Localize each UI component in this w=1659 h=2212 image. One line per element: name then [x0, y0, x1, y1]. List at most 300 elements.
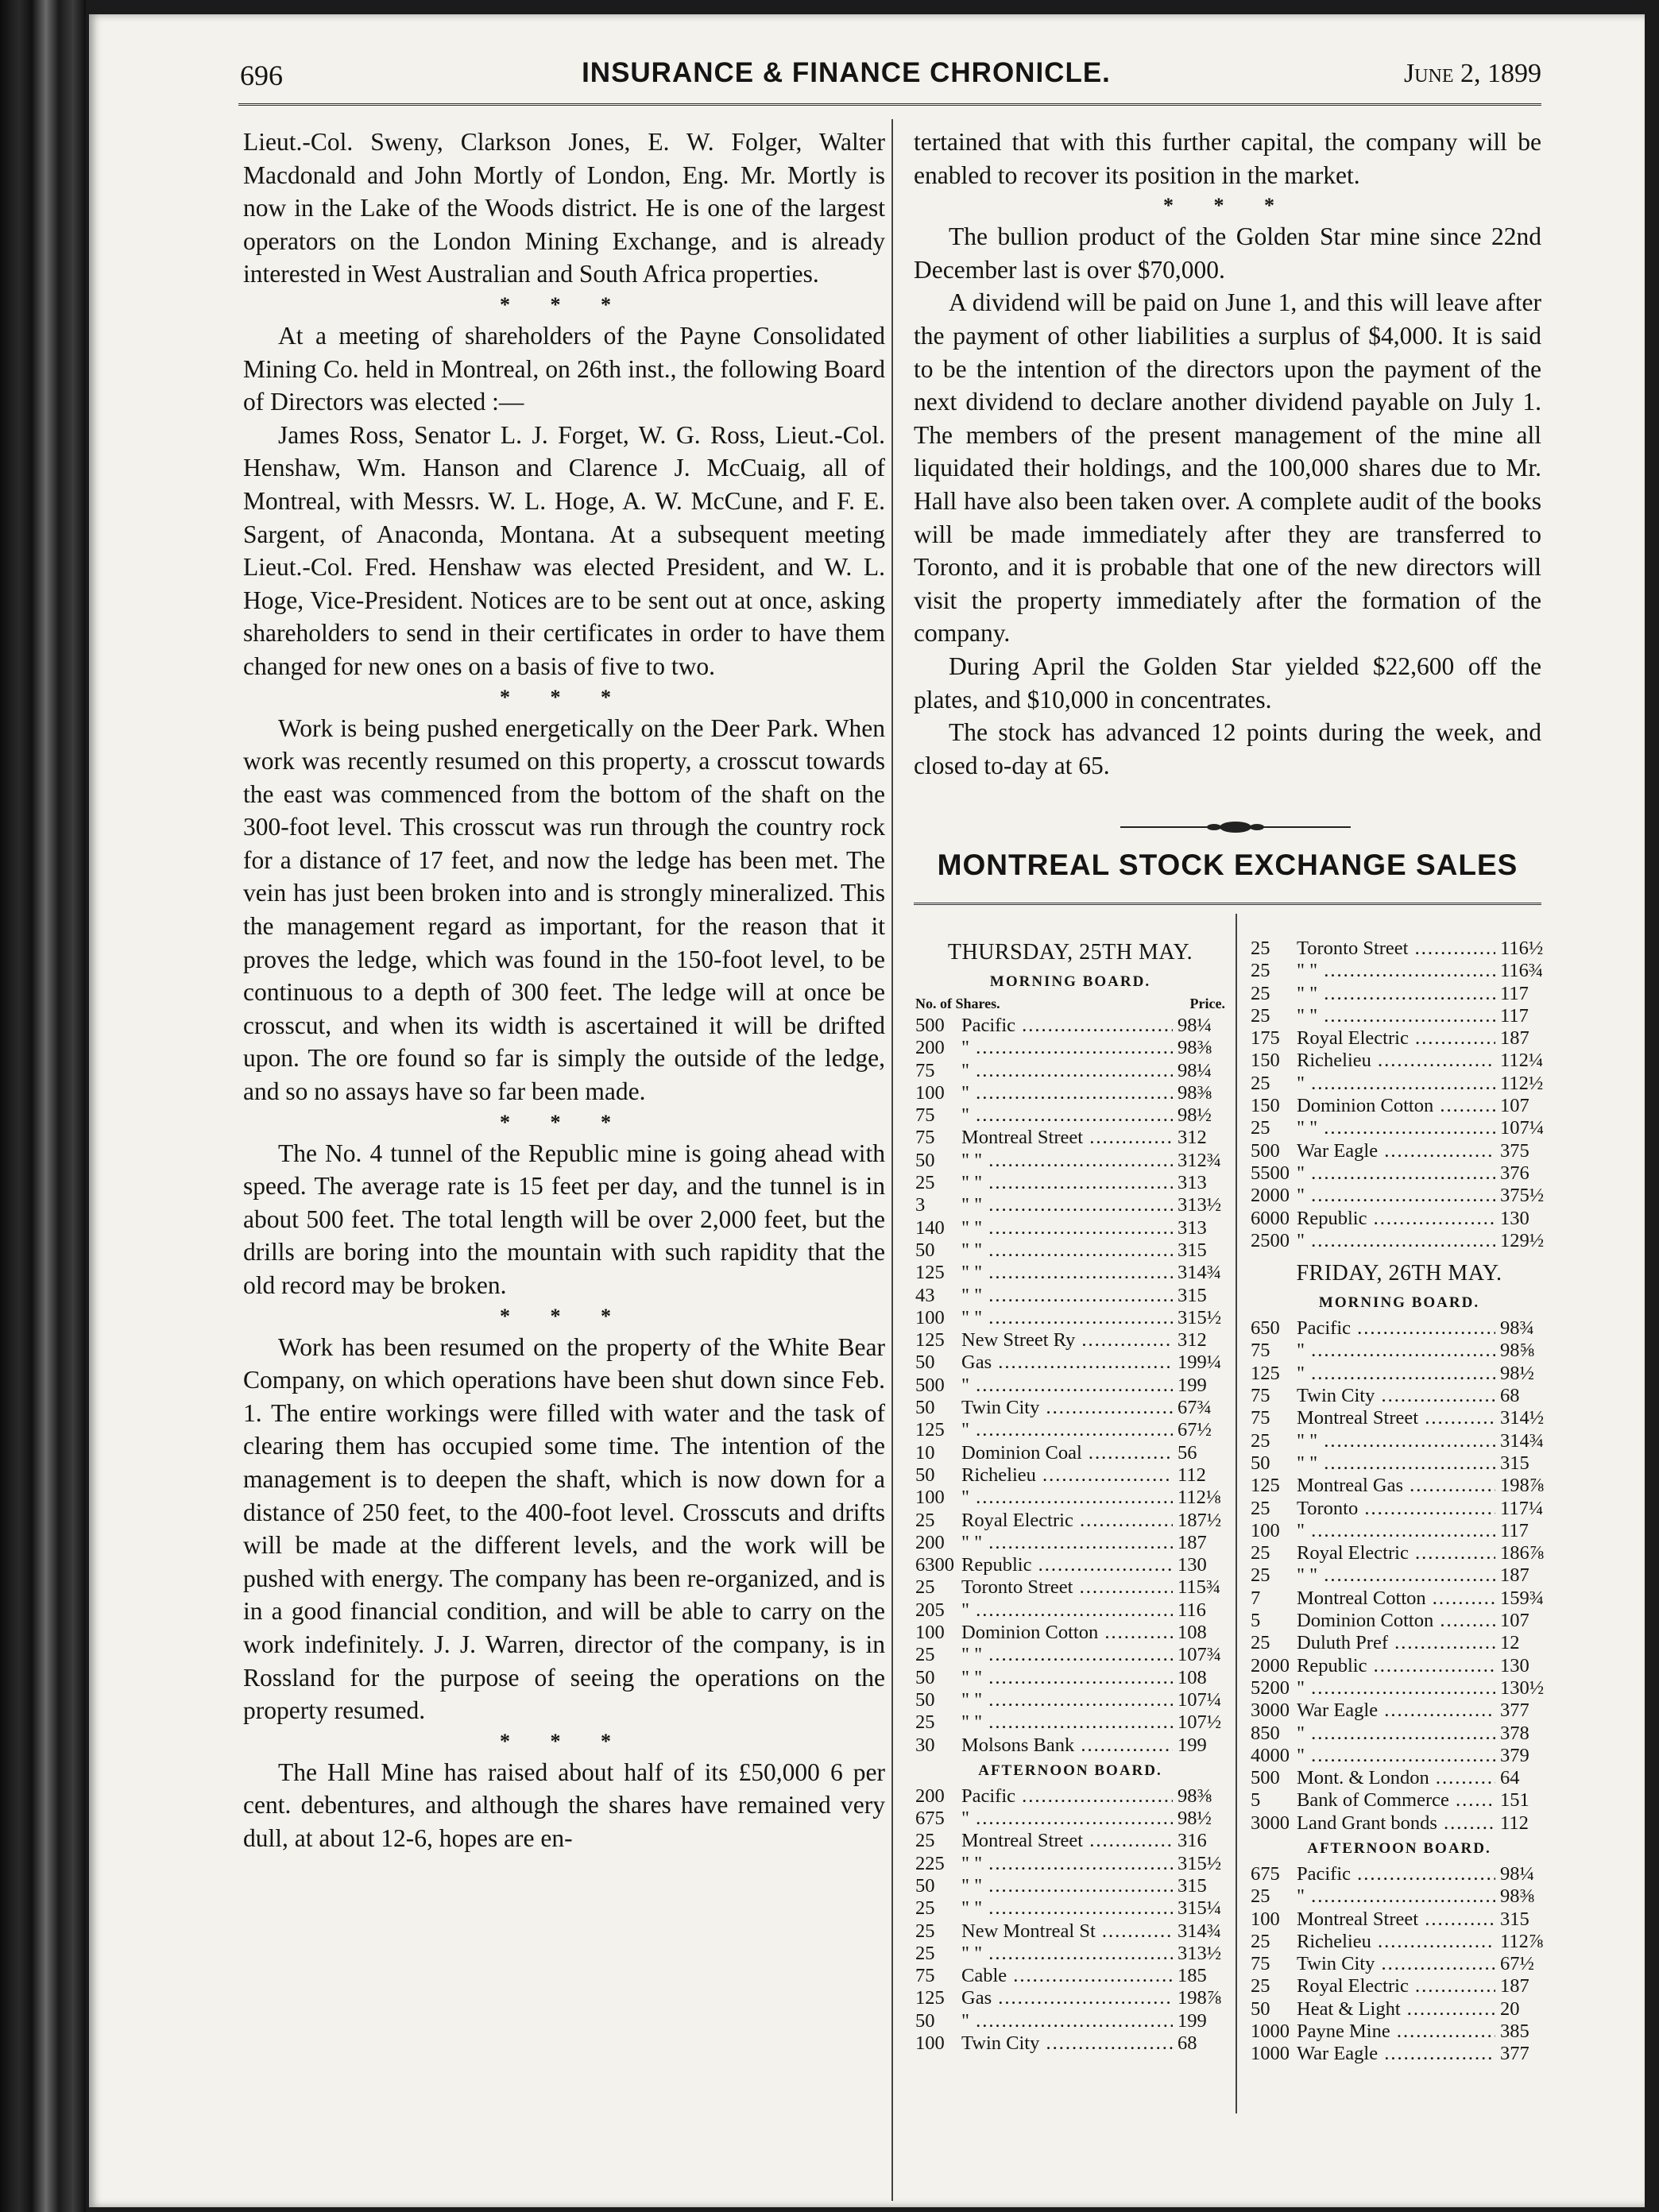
shares-count: 850	[1251, 1722, 1280, 1744]
sale-price: 315½	[1173, 1307, 1225, 1329]
sale-price: 315	[1495, 1908, 1548, 1931]
exchange-rule	[914, 903, 1541, 905]
company-name: " " .....	[961, 1897, 1173, 1920]
shares-count: 50	[915, 1397, 935, 1419]
sale-price: 116	[1173, 1599, 1225, 1622]
sale-row	[1251, 1723, 1548, 1745]
company-name: Gas .....	[961, 1352, 1173, 1374]
sale-price: 199	[1173, 1734, 1225, 1757]
sale-price: 115¾	[1173, 1576, 1225, 1599]
section-separator: * * *	[500, 292, 628, 316]
shares-count: 5500	[1251, 1162, 1290, 1184]
sale-price: 116¾	[1495, 960, 1548, 982]
sale-row	[1251, 1677, 1548, 1700]
sale-price: 20	[1495, 1998, 1548, 2021]
company-name: " " .....	[961, 1689, 1173, 1711]
sale-row	[1251, 1931, 1548, 1953]
company-name: Dominion Cotton .....	[961, 1622, 1173, 1644]
sale-price: 315	[1173, 1875, 1225, 1897]
sale-row	[915, 1785, 1225, 1808]
shares-count: 500	[1251, 1767, 1280, 1789]
company-name: War Eagle .....	[1297, 2043, 1495, 2065]
sale-price: 112½	[1495, 1073, 1548, 1095]
sale-price: 98⅝	[1495, 1340, 1548, 1362]
page-number: 696	[240, 60, 283, 91]
sale-price: 117¼	[1495, 1498, 1548, 1520]
sale-row	[1251, 1027, 1548, 1050]
sale-row	[915, 1307, 1225, 1329]
sale-row	[915, 1217, 1225, 1239]
shares-count: 225	[915, 1852, 945, 1874]
article-paragraph: During April the Golden Star yielded $22,600 off the plates, and $10,000 in concentrates.	[914, 652, 1541, 713]
sale-price: 56	[1173, 1442, 1225, 1464]
sale-price: 151	[1495, 1789, 1548, 1812]
shares-count: 50	[1251, 1452, 1270, 1474]
shares-count: 125	[1251, 1475, 1280, 1497]
company-name: " " .....	[1297, 960, 1495, 982]
sale-row	[915, 1239, 1225, 1262]
sale-row	[915, 1920, 1225, 1943]
sale-price: 107¼	[1495, 1117, 1548, 1139]
sale-row	[1251, 1005, 1548, 1027]
company-name: " " .....	[961, 1711, 1173, 1734]
shares-count: 10	[915, 1441, 935, 1464]
right-column	[914, 126, 1541, 782]
company-name: Dominion Cotton .....	[1297, 1610, 1495, 1632]
shares-count: 50	[915, 1688, 935, 1711]
book-binding	[0, 0, 86, 2212]
company-name: Richelieu .....	[961, 1464, 1173, 1487]
company-name: Royal Electric .....	[961, 1510, 1173, 1532]
company-name: New Street Ry .....	[961, 1329, 1173, 1352]
company-name: Bank of Commerce .....	[1297, 1789, 1495, 1812]
article-paragraph: tertained that with this further capital, the company will be enabled to recover its position in the market.	[914, 128, 1541, 189]
shares-count: 200	[915, 1037, 945, 1059]
company-name: Royal Electric .....	[1297, 1975, 1495, 1997]
shares-count: 25	[1251, 1429, 1270, 1452]
shares-count: 150	[1251, 1095, 1280, 1117]
company-name: " " .....	[961, 1532, 1173, 1554]
sale-price: 117	[1495, 1520, 1548, 1542]
sale-row	[915, 1554, 1225, 1576]
shares-count: 25	[1251, 938, 1270, 959]
company-name: Pacific .....	[1297, 1317, 1495, 1340]
sale-price: 130	[1173, 1554, 1225, 1576]
company-name: Republic .....	[1297, 1208, 1495, 1230]
sale-row	[915, 1987, 1225, 2009]
sale-row	[1251, 1073, 1548, 1095]
company-name: " " .....	[1297, 1564, 1495, 1587]
thursday-afternoon-label: AFTERNOON BOARD.	[978, 1761, 1162, 1779]
sale-price: 130	[1495, 1208, 1548, 1230]
sale-row	[915, 1576, 1225, 1599]
sale-row	[1251, 1863, 1548, 1885]
sale-row	[915, 1375, 1225, 1397]
shares-count: 100	[1251, 1519, 1280, 1541]
company-name: " .....	[961, 1487, 1173, 1509]
company-name: Montreal Street .....	[1297, 1407, 1495, 1429]
sale-price: 313	[1173, 1172, 1225, 1194]
company-name: Dominion Cotton .....	[1297, 1095, 1495, 1117]
sale-price: 198⅞	[1495, 1475, 1548, 1497]
sale-price: 98⅜	[1495, 1885, 1548, 1908]
sale-price: 98⅜	[1173, 1082, 1225, 1104]
shares-count: 125	[1251, 1362, 1280, 1384]
company-name: " " .....	[1297, 1005, 1495, 1027]
sale-row	[1251, 2043, 1548, 2065]
sale-price: 385	[1495, 2021, 1548, 2043]
sale-price: 312	[1173, 1329, 1225, 1352]
sale-row	[915, 1510, 1225, 1532]
sale-row	[1251, 1185, 1548, 1207]
shares-count: 200	[915, 1531, 945, 1553]
sale-price: 130	[1495, 1655, 1548, 1677]
sale-row	[915, 1965, 1225, 1987]
sale-price: 315	[1173, 1285, 1225, 1307]
sale-price: 107¾	[1173, 1644, 1225, 1666]
company-name: " " .....	[961, 1239, 1173, 1262]
shares-count: 50	[915, 1239, 935, 1261]
company-name: " " .....	[961, 1285, 1173, 1307]
sale-price: 375½	[1495, 1185, 1548, 1207]
exchange-title: MONTREAL STOCK EXCHANGE SALES	[937, 849, 1518, 881]
section-separator: * * *	[500, 685, 628, 709]
left-column	[243, 126, 885, 1855]
company-name: " .....	[1297, 1073, 1495, 1095]
company-name: Twin City .....	[1297, 1385, 1495, 1407]
sale-price: 112⅞	[1495, 1931, 1548, 1953]
shares-count: 50	[915, 2009, 935, 2032]
sale-row	[1251, 1050, 1548, 1072]
sale-price: 117	[1495, 1005, 1548, 1027]
company-name: " " .....	[961, 1172, 1173, 1194]
article-paragraph: James Ross, Senator L. J. Forget, W. G. Ross, Lieut.-Col. Henshaw, Wm. Hanson and Clarence J. McCuaig, all of Montreal, with Messrs. W. L. Hoge, A. W. McCune, and F. E. Sargent, of Anaconda, Montana. At a subsequent meeting Lieut.-Col. Fred. Henshaw was elected President, and W. L. Hoge, Vice-President. Notices are to be sent out at once, asking shareholders to send in their certificates in order to have them changed for new ones on a basis of five to two.	[243, 420, 885, 680]
sale-row	[915, 1689, 1225, 1711]
page-header	[151, 54, 1541, 97]
shares-count: 100	[1251, 1908, 1280, 1930]
company-name: Duluth Pref .....	[1297, 1632, 1495, 1654]
sale-price: 315	[1495, 1452, 1548, 1475]
shares-count: 75	[915, 1104, 935, 1127]
sale-row	[915, 1262, 1225, 1284]
company-name: Gas .....	[961, 1987, 1173, 2009]
article-paragraph: The Hall Mine has raised about half of its £50,000 6 per cent. debentures, and although the shares have remained very dull, at about 12-6, hopes are en-	[243, 1758, 885, 1852]
company-name: " " .....	[961, 1644, 1173, 1666]
shares-count: 75	[915, 1127, 935, 1149]
sale-row	[1251, 1407, 1548, 1429]
company-name: " .....	[961, 1037, 1173, 1059]
shares-count: 25	[915, 1644, 935, 1666]
sale-price: 187	[1495, 1027, 1548, 1050]
sale-price: 129½	[1495, 1230, 1548, 1252]
sale-row	[1251, 1475, 1548, 1497]
sale-price: 64	[1495, 1767, 1548, 1789]
sale-row	[1251, 1789, 1548, 1812]
sale-price: 159¾	[1495, 1587, 1548, 1610]
company-name: " .....	[1297, 1340, 1495, 1362]
sale-price: 98⅜	[1173, 1785, 1225, 1808]
sale-price: 199	[1173, 1375, 1225, 1397]
sale-row	[915, 1194, 1225, 1216]
sale-price: 379	[1495, 1745, 1548, 1767]
sale-row	[1251, 1520, 1548, 1542]
company-name: Twin City .....	[961, 1397, 1173, 1419]
sale-row	[915, 1037, 1225, 1059]
sale-row	[1251, 1632, 1548, 1654]
sale-row	[915, 1082, 1225, 1104]
sale-price: 67¾	[1173, 1397, 1225, 1419]
sale-row	[915, 1711, 1225, 1734]
sale-price: 108	[1173, 1667, 1225, 1689]
sale-row	[915, 1329, 1225, 1352]
thursday-morning-label: MORNING BOARD.	[989, 973, 1151, 990]
company-name: Mont. & London .....	[1297, 1767, 1495, 1789]
shares-count: 100	[915, 1487, 945, 1509]
shares-count: 100	[915, 1306, 945, 1328]
shares-count: 25	[915, 1172, 935, 1194]
sale-row	[1251, 1208, 1548, 1230]
company-name: Toronto Street .....	[1297, 938, 1495, 960]
sale-row	[1251, 1812, 1548, 1835]
company-name: Republic .....	[1297, 1655, 1495, 1677]
sale-price: 314½	[1495, 1407, 1548, 1429]
company-name: Pacific .....	[1297, 1863, 1495, 1885]
sale-row	[915, 1808, 1225, 1830]
sale-row	[915, 1285, 1225, 1307]
company-name: " .....	[961, 2010, 1173, 2032]
sale-row	[1251, 1885, 1548, 1908]
thursday-afternoon-sales	[915, 1785, 1225, 2055]
company-name: " .....	[961, 1375, 1173, 1397]
sale-price: 12	[1495, 1632, 1548, 1654]
sale-price: 67½	[1495, 1953, 1548, 1975]
shares-count: 650	[1251, 1317, 1280, 1340]
shares-count: 125	[915, 1329, 945, 1352]
company-name: Republic .....	[961, 1554, 1173, 1576]
sale-row	[915, 1464, 1225, 1487]
sale-row	[1251, 1908, 1548, 1931]
shares-count: 4000	[1251, 1744, 1290, 1766]
shares-count: 5	[1251, 1789, 1261, 1812]
company-name: Montreal Street .....	[1297, 1908, 1495, 1931]
shares-count: 50	[915, 1464, 935, 1486]
shares-count: 75	[915, 1965, 935, 1987]
friday-afternoon-sales	[1251, 1863, 1548, 2066]
sale-price: 314¾	[1173, 1920, 1225, 1943]
sale-price: 376	[1495, 1162, 1548, 1185]
company-name: Twin City .....	[1297, 1953, 1495, 1975]
sale-price: 186⅞	[1495, 1542, 1548, 1564]
shares-count: 75	[1251, 1953, 1270, 1975]
shares-count: 25	[915, 1830, 935, 1852]
sale-price: 313½	[1173, 1194, 1225, 1216]
sale-row	[1251, 1998, 1548, 2021]
sale-price: 185	[1173, 1965, 1225, 1987]
shares-count: 25	[915, 1897, 935, 1920]
sale-row	[915, 1419, 1225, 1441]
company-name: Twin City .....	[961, 2032, 1173, 2055]
sale-price: 98¼	[1495, 1863, 1548, 1885]
sale-row	[1251, 938, 1548, 960]
sale-row	[915, 1060, 1225, 1082]
sale-price: 315¼	[1173, 1897, 1225, 1920]
shares-count: 25	[1251, 1632, 1270, 1654]
company-name: " " .....	[961, 1194, 1173, 1216]
sale-price: 98⅜	[1173, 1037, 1225, 1059]
shares-count: 25	[1251, 960, 1270, 982]
shares-count: 6000	[1251, 1207, 1290, 1229]
sale-price: 112	[1495, 1812, 1548, 1835]
sale-row	[1251, 1140, 1548, 1162]
article-paragraph: A dividend will be paid on June 1, and this will leave after the payment of other liabilities a surplus of $4,000. It is said to be the intention of the directors upon the payment of the next dividend to declare another dividend payable on July 1. The members of the present management of the mine all liquidated their holdings, and the 100,000 shares due to Mr. Hall have also been taken over. A complete audit of the books will be made immediately after they are transferred to Toronto, and it is probable that one of the new directors will visit the property immediately after the formation of the company.	[914, 288, 1541, 648]
article-paragraph: The stock has advanced 12 points during the week, and closed to-day at 65.	[914, 718, 1541, 779]
sale-price: 312¾	[1173, 1150, 1225, 1172]
sale-price: 117	[1495, 983, 1548, 1005]
sale-row	[1251, 983, 1548, 1005]
sale-price: 314¾	[1173, 1262, 1225, 1284]
issue-date: June 2, 1899	[1403, 59, 1541, 88]
company-name: Montreal Street .....	[961, 1830, 1173, 1852]
shares-count: 25	[1251, 1542, 1270, 1564]
shares-count: 75	[1251, 1407, 1270, 1429]
sale-row	[915, 1830, 1225, 1852]
shares-count: 25	[1251, 1930, 1270, 1952]
shares-count: 25	[1251, 1975, 1270, 1997]
shares-count: 30	[915, 1734, 935, 1756]
sale-price: 68	[1495, 1385, 1548, 1407]
shares-count: 25	[915, 1711, 935, 1734]
sale-price: 107½	[1173, 1711, 1225, 1734]
sale-price: 107	[1495, 1610, 1548, 1632]
sale-row	[915, 1172, 1225, 1194]
sale-row	[915, 1667, 1225, 1689]
sale-price: 68	[1173, 2032, 1225, 2055]
shares-count: 1000	[1251, 2021, 1290, 2043]
sale-row	[1251, 1953, 1548, 1975]
sale-price: 187½	[1173, 1510, 1225, 1532]
article-paragraph: Lieut.-Col. Sweny, Clarkson Jones, E. W. Folger, Walter Macdonald and John Mortly of London, Eng. Mr. Mortly is now in the Lake of the Woods district. He is one of the largest operators on the London Mining Exchange, and is already interested in West Australian and South Africa properties.	[243, 128, 885, 288]
sale-price: 112⅛	[1173, 1487, 1225, 1509]
sale-row	[1251, 1452, 1548, 1475]
shares-count: 25	[1251, 1885, 1270, 1908]
shares-count: 25	[1251, 1072, 1270, 1094]
sale-price: 312	[1173, 1127, 1225, 1149]
sale-price: 316	[1173, 1830, 1225, 1852]
company-name: " " .....	[961, 1667, 1173, 1689]
company-name: " " .....	[961, 1150, 1173, 1172]
company-name: " " .....	[1297, 1117, 1495, 1139]
shares-count: 675	[915, 1808, 945, 1830]
company-name: " " .....	[1297, 983, 1495, 1005]
shares-count: 205	[915, 1599, 945, 1621]
sale-row	[1251, 1340, 1548, 1362]
shares-count: 50	[915, 1149, 935, 1171]
sale-row	[915, 1875, 1225, 1897]
shares-count: 7	[1251, 1587, 1261, 1609]
shares-count: 100	[915, 2032, 945, 2055]
company-name: " " .....	[961, 1307, 1173, 1329]
company-name: Heat & Light .....	[1297, 1998, 1495, 2021]
sale-row	[1251, 1095, 1548, 1117]
company-name: " " .....	[1297, 1430, 1495, 1452]
shares-count: 2000	[1251, 1185, 1290, 1207]
company-name: " .....	[1297, 1363, 1495, 1385]
shares-count: 75	[915, 1059, 935, 1081]
sale-price: 112	[1173, 1464, 1225, 1487]
company-name: Montreal Gas .....	[1297, 1475, 1495, 1497]
article-paragraph: The No. 4 tunnel of the Republic mine is going ahead with speed. The average rate is 15 feet per day, and the tunnel is in about 500 feet. The total length will be over 2,000 feet, but the drills are boring into the mountain with such rapidity that the old record may be broken.	[243, 1139, 885, 1299]
sale-price: 375	[1495, 1140, 1548, 1162]
shares-count: 50	[1251, 1997, 1270, 2020]
sale-price: 187	[1173, 1532, 1225, 1554]
sale-row	[1251, 1655, 1548, 1677]
sale-row	[915, 2032, 1225, 2055]
sale-row	[1251, 1700, 1548, 1722]
sale-row	[1251, 1230, 1548, 1252]
sale-row	[1251, 1498, 1548, 1520]
company-name: " .....	[1297, 1723, 1495, 1745]
sale-row	[1251, 1317, 1548, 1340]
shares-count: 50	[915, 1874, 935, 1897]
shares-count: 25	[1251, 1117, 1270, 1139]
section-separator: * * *	[500, 1304, 628, 1328]
sale-row	[1251, 1587, 1548, 1610]
sale-row	[915, 1397, 1225, 1419]
column-headers	[915, 996, 1225, 1011]
company-name: Richelieu .....	[1297, 1050, 1495, 1072]
sale-price: 198⅞	[1173, 1987, 1225, 2009]
sale-row	[1251, 1162, 1548, 1185]
company-name: War Eagle .....	[1297, 1140, 1495, 1162]
shares-count: 2000	[1251, 1654, 1290, 1676]
thursday-heading: THURSDAY, 25TH MAY.	[947, 940, 1193, 965]
company-name: " " .....	[961, 1853, 1173, 1875]
sale-price: 377	[1495, 1700, 1548, 1722]
sale-price: 199¼	[1173, 1352, 1225, 1374]
sale-price: 130½	[1495, 1677, 1548, 1700]
company-name: " " .....	[961, 1875, 1173, 1897]
shares-count: 25	[915, 1509, 935, 1531]
sale-row	[1251, 1363, 1548, 1385]
exchange-column-right	[1251, 938, 1548, 2066]
shares-count: 25	[1251, 1497, 1270, 1519]
sale-price: 116½	[1495, 938, 1548, 960]
sale-row	[1251, 1385, 1548, 1407]
sale-price: 199	[1173, 2010, 1225, 2032]
section-separator: * * *	[1163, 194, 1292, 218]
company-name: " .....	[961, 1419, 1173, 1441]
company-name: Montreal Cotton .....	[1297, 1587, 1495, 1610]
section-separator: * * *	[500, 1729, 628, 1753]
article-paragraph: Work has been resumed on the property of the White Bear Company, on which operations have been shut down since Feb. 1. The entire workings were filled with water and the task of clearing them has occupied some time. The intention of the management is to deepen the shaft, which is now down for a distance of 250 feet, to the 400-foot level. Crosscuts and drifts will be made at the different levels, and the work will be pushed with energy. The company has been re-organized, and is in a good financial condition, and will be able to carry on the work indefinitely. J. J. Warren, director of the company, is in Rossland for the purpose of seeing the operations on the property resumed.	[243, 1332, 885, 1725]
company-name: " .....	[1297, 1745, 1495, 1767]
shares-count: 5200	[1251, 1676, 1290, 1699]
sale-price: 98½	[1173, 1104, 1225, 1127]
sale-row	[915, 1622, 1225, 1644]
sale-row	[1251, 960, 1548, 982]
friday-morning-label: MORNING BOARD.	[1318, 1294, 1480, 1312]
sale-price: 187	[1495, 1975, 1548, 1997]
company-name: Payne Mine .....	[1297, 2021, 1495, 2043]
shares-count: 2500	[1251, 1229, 1290, 1251]
sale-row	[915, 1532, 1225, 1554]
company-name: Dominion Coal .....	[961, 1442, 1173, 1464]
sale-row	[915, 1644, 1225, 1666]
sale-price: 377	[1495, 2043, 1548, 2065]
shares-count: 175	[1251, 1027, 1280, 1050]
company-name: " .....	[1297, 1520, 1495, 1542]
publication-title: INSURANCE & FINANCE CHRONICLE.	[582, 57, 1111, 88]
